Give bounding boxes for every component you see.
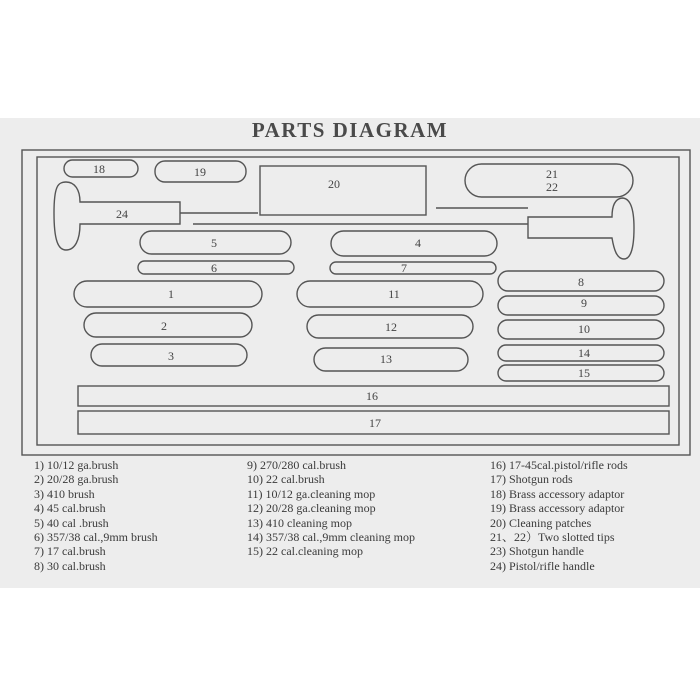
part-label-20: 20: [328, 177, 340, 191]
legend-item: 5) 40 cal .brush: [34, 515, 109, 530]
part-label-14: 14: [578, 346, 590, 360]
part-label-23: 24: [116, 207, 128, 221]
legend-item: 17) Shotgun rods: [490, 472, 573, 487]
part-label-16: 16: [366, 389, 378, 403]
legend-item: 18) Brass accessory adaptor: [490, 486, 625, 501]
page-title: PARTS DIAGRAM: [251, 118, 449, 142]
legend-item: 15) 22 cal.cleaning mop: [247, 544, 363, 559]
part-label-10: 10: [578, 322, 590, 336]
part-label-9: 9: [581, 296, 587, 310]
legend-item: 11) 10/12 ga.cleaning mop: [247, 486, 376, 501]
legend-item: 20) Cleaning patches: [490, 515, 592, 530]
legend-column-1: [34, 458, 158, 573]
part-label-4: 4: [415, 236, 421, 250]
part-label-13: 13: [380, 352, 392, 366]
legend-item: 16) 17-45cal.pistol/rifle rods: [490, 458, 628, 472]
part-label-22: 22: [546, 180, 558, 194]
part-label-8: 8: [578, 275, 584, 289]
legend-item: 24) Pistol/rifle handle: [490, 558, 595, 573]
legend-item: 14) 357/38 cal.,9mm cleaning mop: [247, 530, 415, 545]
legend-item: 7) 17 cal.brush: [34, 544, 106, 559]
part-4-shape: [331, 231, 497, 256]
legend-item: 13) 410 cleaning mop: [247, 515, 352, 530]
legend-item: 6) 357/38 cal.,9mm brush: [34, 530, 158, 545]
legend-item: 12) 20/28 ga.cleaning mop: [247, 501, 376, 516]
part-label-6: 6: [211, 261, 217, 275]
part-label-12: 12: [385, 320, 397, 334]
part-label-5: 5: [211, 236, 217, 250]
part-label-19: 19: [194, 165, 206, 179]
part-label-15: 15: [578, 366, 590, 380]
legend-column-2: [247, 458, 415, 559]
part-24-shape: [528, 198, 634, 259]
part-label-21: 21: [546, 167, 558, 181]
outer-frame: [22, 150, 690, 455]
part-label-3: 3: [168, 349, 174, 363]
part-label-11: 11: [388, 287, 400, 301]
part-label-7: 7: [401, 261, 407, 275]
legend-item: 10) 22 cal.brush: [247, 472, 325, 487]
legend-item: 2) 20/28 ga.brush: [34, 472, 119, 487]
part-label-2: 2: [161, 319, 167, 333]
part-7-shape: [330, 262, 496, 274]
legend-item: 4) 45 cal.brush: [34, 501, 106, 516]
legend-item: 19) Brass accessory adaptor: [490, 501, 625, 516]
part-2-shape: [84, 313, 252, 337]
legend-item: 3) 410 brush: [34, 486, 95, 501]
part-20-shape: [260, 166, 426, 215]
legend-item: 8) 30 cal.brush: [34, 558, 106, 573]
part-label-17: 17: [369, 416, 381, 430]
part-label-18: 18: [93, 162, 105, 176]
legend-item: 23) Shotgun handle: [490, 544, 584, 559]
legend-item: 1) 10/12 ga.brush: [34, 458, 119, 472]
legend-item: 21、22）Two slotted tips: [490, 530, 615, 545]
part-label-1: 1: [168, 287, 174, 301]
legend-column-3: [490, 458, 628, 573]
legend-item: 9) 270/280 cal.brush: [247, 458, 346, 472]
